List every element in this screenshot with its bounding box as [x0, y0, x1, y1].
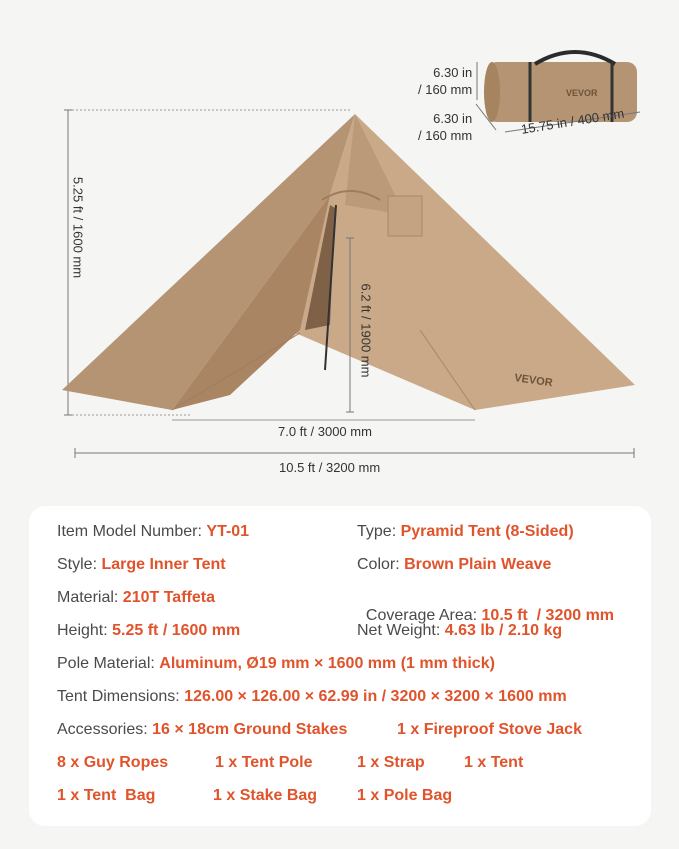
accessory-item: 1 x Fireproof Stove Jack: [397, 721, 582, 738]
spec-model: Item Model Number: YT-01: [57, 523, 250, 540]
spec-height: Height: 5.25 ft / 1600 mm: [57, 622, 241, 639]
accessory-item: 1 x Tent Pole: [215, 754, 313, 771]
spec-pole: Pole Material: Aluminum, Ø19 mm × 1600 mm (1 mm thick): [57, 655, 495, 672]
spec-accessories: Accessories: 16 × 18cm Ground Stakes: [57, 721, 348, 738]
accessory-item: 8 x Guy Ropes: [57, 754, 169, 771]
accessory-item: 1 x Tent: [464, 754, 524, 771]
accessory-item: 1 x Tent Bag: [57, 787, 156, 804]
spec-color: Color: Brown Plain Weave: [357, 556, 552, 573]
tent-body: [62, 114, 635, 410]
bag-length-label: 15.75 in / 400 mm: [520, 105, 626, 137]
tent-logo: VEVOR: [513, 372, 554, 390]
spec-type: Type: Pyramid Tent (8-Sided): [357, 523, 574, 540]
spec-style: Style: Large Inner Tent: [57, 556, 226, 573]
spec-material: Material: 210T Taffeta: [57, 589, 215, 606]
accessory-item: 1 x Strap: [357, 754, 425, 771]
spec-weight: Net Weight: 4.63 lb / 2.10 kg: [357, 622, 563, 639]
tent-height-label: 5.25 ft / 1600 mm: [70, 176, 86, 279]
accessory-item: 1 x Stake Bag: [213, 787, 318, 804]
door-height-label: 6.2 ft / 1900 mm: [358, 283, 374, 378]
inner-width-label: 7.0 ft / 3000 mm: [278, 424, 372, 439]
spec-tent-dimensions: Tent Dimensions: 126.00 × 126.00 × 62.99 in / 3200 × 3200 × 1600 mm: [57, 688, 567, 705]
total-width-label: 10.5 ft / 3200 mm: [279, 460, 381, 475]
bag-height-label: 6.30 in / 160 mm: [418, 65, 473, 97]
accessory-item: 1 x Pole Bag: [357, 787, 453, 804]
bag-depth-label: 6.30 in / 160 mm: [418, 111, 473, 143]
bag-logo: VEVOR: [566, 88, 598, 98]
spec-coverage: Coverage Area: 10.5 ft / 3200 mm: [365, 607, 615, 624]
